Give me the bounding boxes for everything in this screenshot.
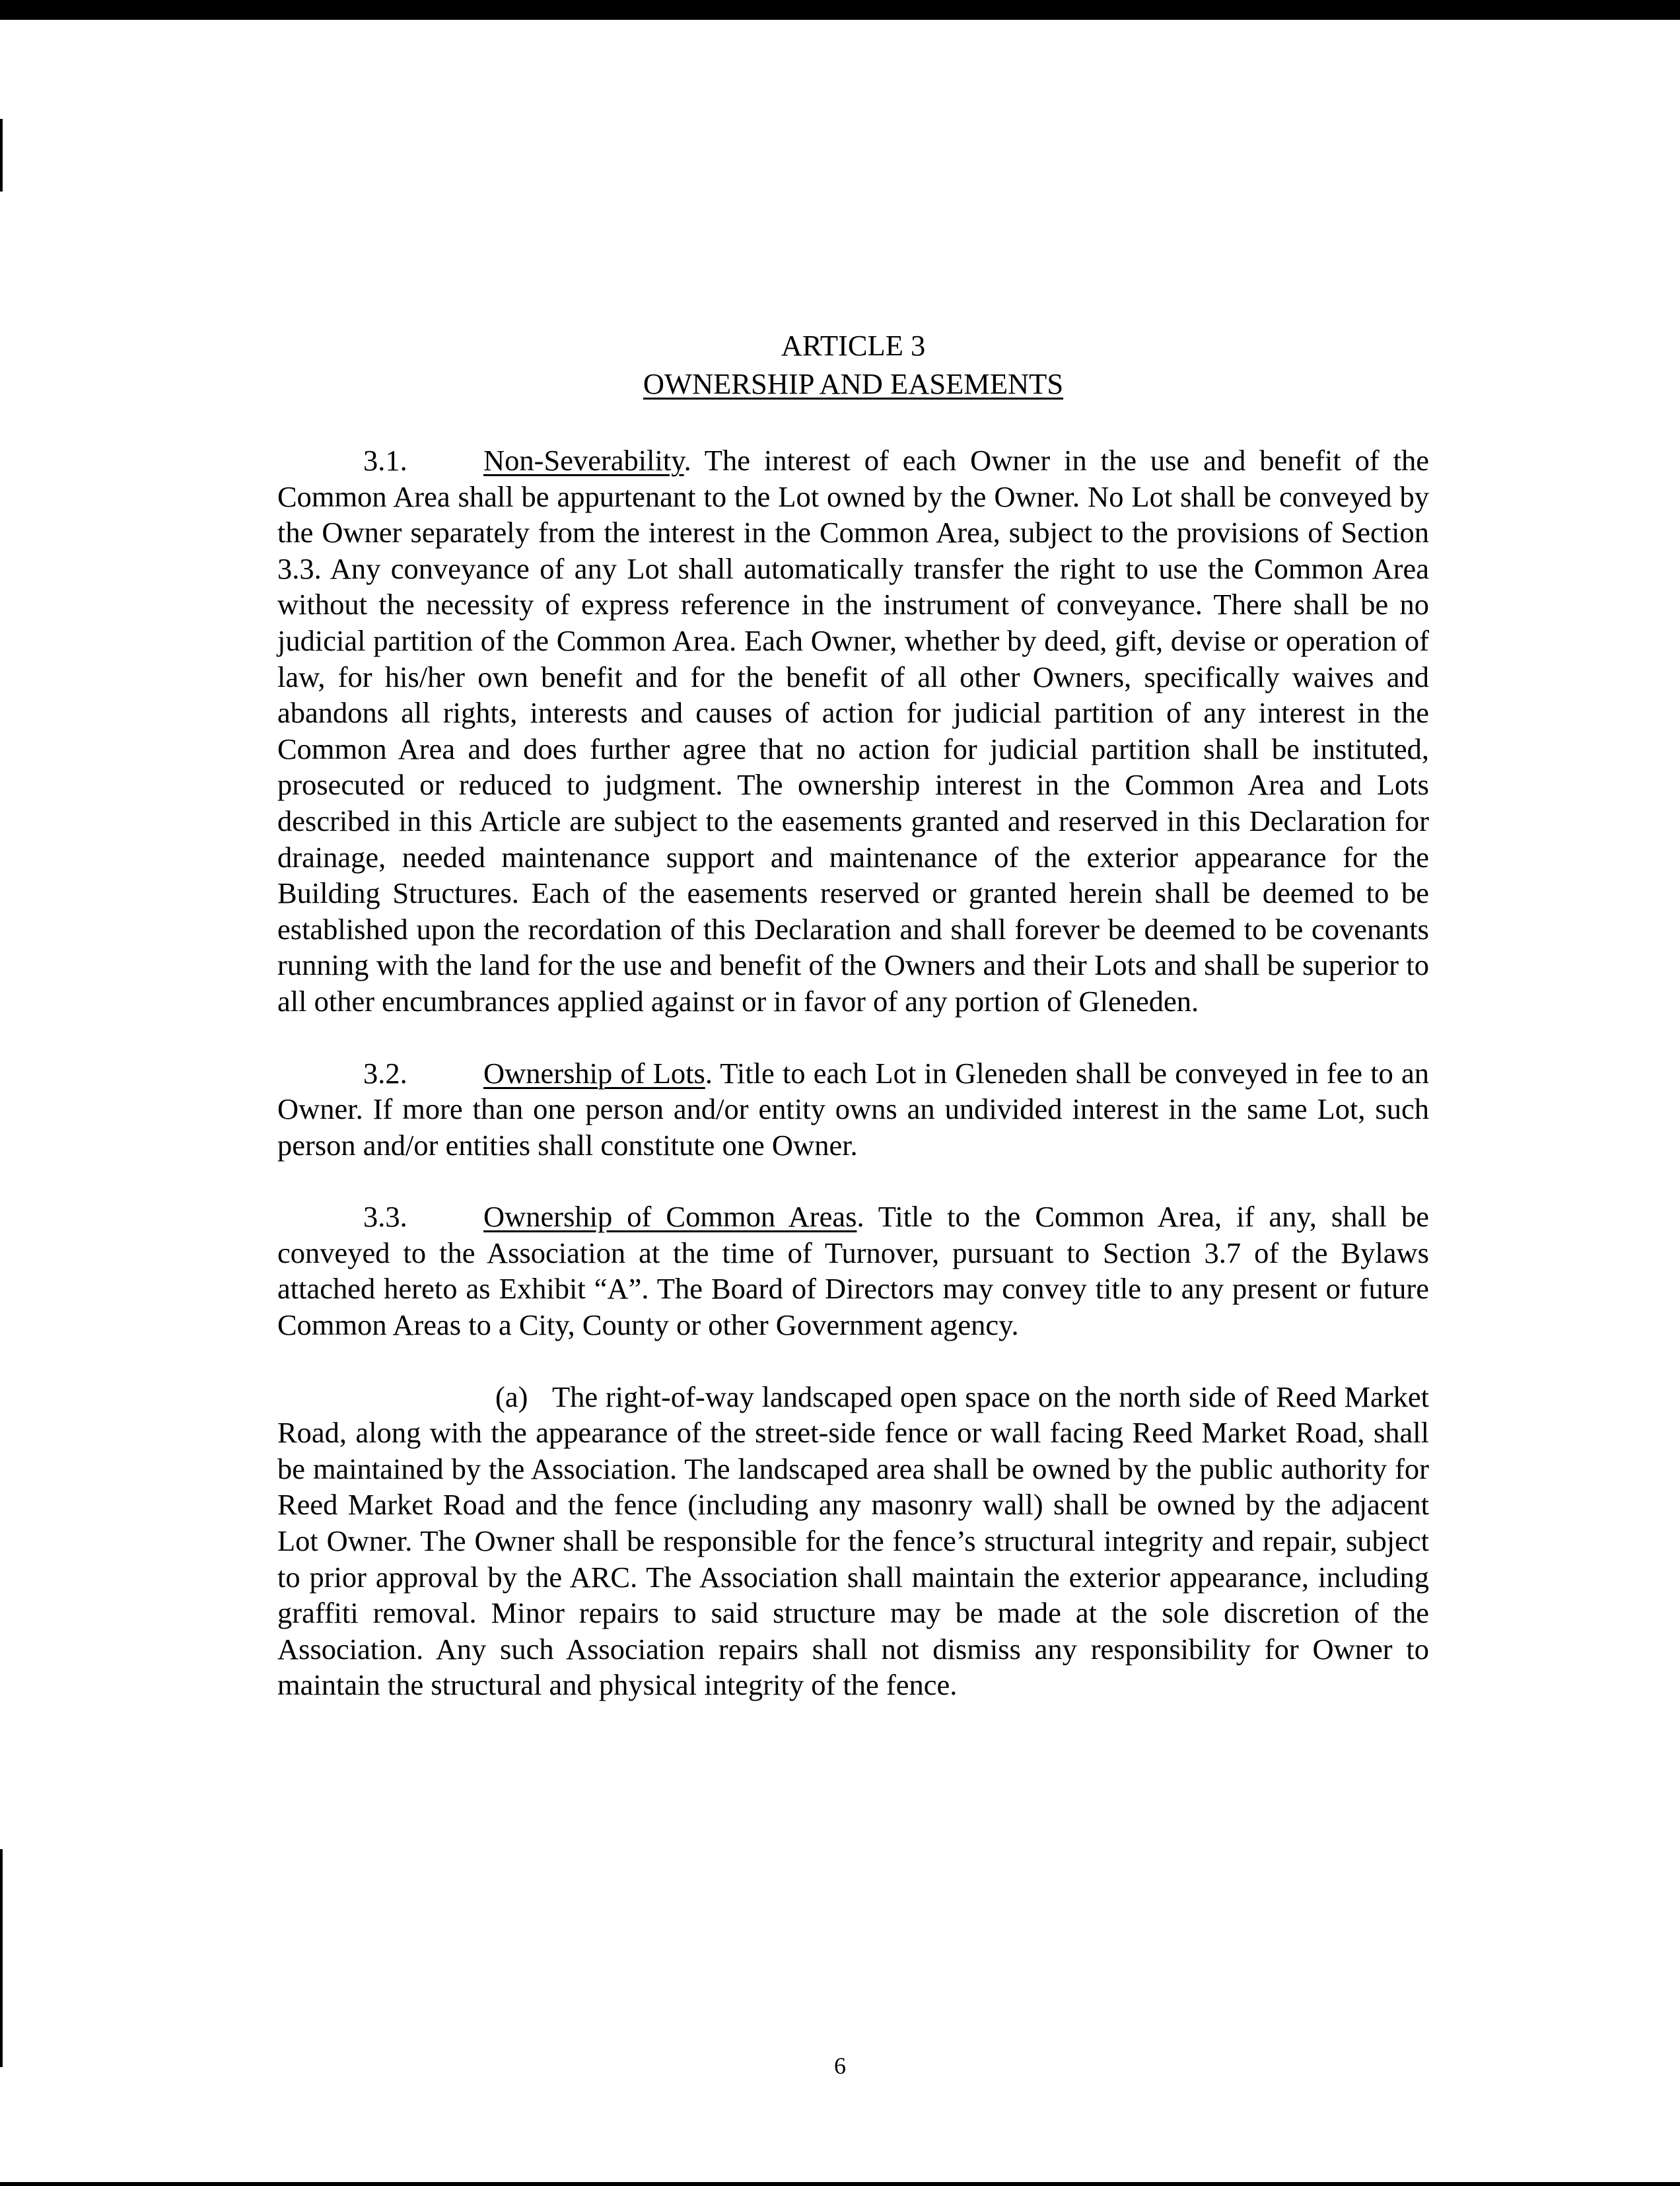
scan-edge-mark bbox=[0, 119, 3, 192]
subsection-label: (a) bbox=[495, 1380, 528, 1413]
article-title: OWNERSHIP AND EASEMENTS bbox=[643, 367, 1064, 400]
section-paragraph bbox=[277, 1199, 1429, 1343]
subsection-body: The right-of-way landscaped open space on the north side of Reed Market Road, along with the appearance of the street-side fence or wall facing Reed Market Road, shall be maintained by the Association. The landscaped area shall be owned by the public authority for Reed Market Road and the fence (including any masonry wall) shall be owned by the adjacent Lot Owner. The Owner shall be responsible for the fence’s structural integrity and repair, subject to prior approval by the ARC. The Association shall maintain the exterior appearance, including graffiti removal. Minor repairs to said structure may be made at the sole discretion of the Association. Any such Association repairs shall not dismiss any responsibility for Owner to maintain the structural and physical integrity of the fence. bbox=[277, 1380, 1429, 1702]
section-number: 3.2. bbox=[363, 1056, 407, 1090]
page-number: 6 bbox=[834, 2053, 846, 2079]
section-heading-period: . bbox=[857, 1200, 864, 1234]
section-heading: Non-Severability bbox=[483, 444, 684, 477]
scan-bottom-border bbox=[0, 2182, 1680, 2186]
scan-top-border bbox=[0, 0, 1680, 20]
section-paragraph bbox=[277, 1055, 1429, 1164]
article-header bbox=[277, 326, 1429, 403]
section-heading-period: . bbox=[705, 1056, 713, 1090]
section-number: 3.3. bbox=[363, 1200, 407, 1234]
section-heading: Ownership of Common Areas bbox=[483, 1200, 857, 1234]
article-label: ARTICLE 3 bbox=[781, 329, 926, 362]
section-body: Title to the Common Area, if any, shall be conveyed to the Association at the time of Turnover, pursuant to Section 3.7 of the Bylaws attached hereto as Exhibit “A”. The Board of Directors may convey title to any present or future Common Areas to a City, County or other Government agency. bbox=[277, 1200, 1430, 1342]
subsection-paragraph bbox=[277, 1379, 1429, 1703]
section-body: The interest of each Owner in the use and benefit of the Common Area shall be appurtenant to the Lot owned by the Owner. No Lot shall be conveyed by the Owner separately from the interest in the Common Area, subject to the provisions of Section 3.3. Any conveyance of any Lot shall automatically transfer the right to use the Common Area without the necessity of express reference in the instrument of conveyance. There shall be no judicial partition of the Common Area. Each Owner, whether by deed, gift, devise or operation of law, for his/her own benefit and for the benefit of all other Owners, specifically waives and abandons all rights, interests and causes of action for judicial partition of any interest in the Common Area and does further agree that no action for judicial partition shall be instituted, prosecuted or reduced to judgment. The ownership interest in the Common Area and Lots described in this Article are subject to the easements granted and reserved in this Declaration for drainage, needed maintenance support and maintenance of the exterior appearance for the Building Structures. Each of the easements reserved or granted herein shall be deemed to be established upon the recordation of this Declaration and shall forever be deemed to be covenants running with the land for the use and benefit of the Owners and their Lots and shall be superior to all other encumbrances applied against or in favor of any portion of Gleneden. bbox=[277, 444, 1429, 1018]
scan-edge-mark bbox=[0, 1849, 3, 2067]
section-number: 3.1. bbox=[363, 444, 407, 477]
section-heading: Ownership of Lots bbox=[483, 1056, 705, 1090]
document-page bbox=[277, 326, 1429, 1739]
section-body: Title to each Lot in Gleneden shall be conveyed in fee to an Owner. If more than one person and/or entity owns an undivided interest in the same Lot, such person and/or entities shall constitute one Owner. bbox=[277, 1056, 1429, 1162]
section-heading-period: . bbox=[683, 444, 691, 477]
section-paragraph bbox=[277, 442, 1429, 1020]
